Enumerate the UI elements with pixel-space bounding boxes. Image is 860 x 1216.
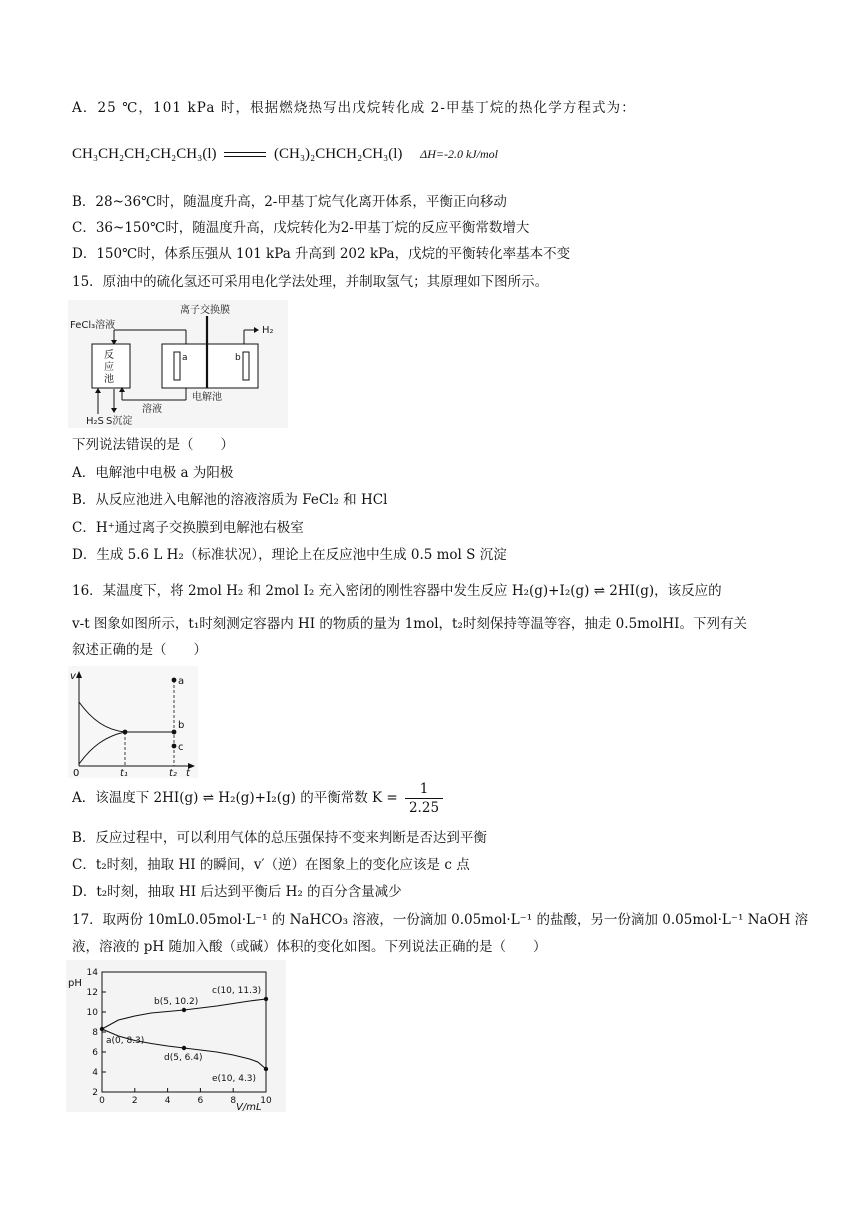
t1-label: t₁ (120, 768, 128, 778)
svg-text:应: 应 (104, 362, 114, 373)
origin-label: 0 (73, 768, 80, 778)
y-tick-label: 6 (92, 1048, 98, 1058)
q16-stem-line3: 叙述正确的是（ ） (72, 642, 207, 658)
cell-label: 电解池 (192, 392, 222, 403)
y-tick-label: 8 (92, 1028, 98, 1038)
svg-text:b: b (235, 353, 241, 363)
x-tick-label: 2 (131, 1096, 138, 1106)
point-c (172, 744, 177, 749)
q15-option-d: D．生成 5.6 L H₂（标准状况），理论上在反应池中生成 0.5 mol S 沉淀 (72, 547, 507, 563)
data-point (182, 1046, 186, 1050)
q17-stem-line2: 液，溶液的 pH 随加入酸（或碱）体积的变化如图。下列说法正确的是（ ） (72, 939, 547, 955)
point-b (172, 730, 177, 735)
q16-option-c: C．t₂时刻，抽取 HI 的瞬间，v′（逆）在图象上的变化应该是 c 点 (72, 857, 470, 873)
fecl3-label: FeCl₃溶液 (70, 320, 116, 331)
electrolysis-diagram (68, 300, 288, 428)
data-point-label: d(5, 6.4) (164, 1053, 203, 1063)
ph-chart (66, 960, 286, 1112)
y-tick-label: 4 (92, 1068, 98, 1078)
q14-equation (72, 144, 498, 164)
data-point-label: e(10, 4.3) (212, 1074, 257, 1084)
x-axis-label: V/mL (236, 1102, 262, 1112)
q15-option-a: A．电解池中电极 a 为阳极 (72, 465, 234, 481)
q14-option-d: D．150℃时，体系压强从 101 kPa 升高到 202 kPa，戊烷的平衡转化率基本不变 (72, 246, 571, 262)
q15-option-c: C．H⁺通过离子交换膜到电解池右极室 (72, 520, 304, 536)
y-tick-label: 14 (86, 968, 98, 978)
electrode-a (174, 352, 180, 380)
q15-option-b: B．从反应池进入电解池的溶液溶质为 FeCl₂ 和 HCl (72, 492, 388, 508)
point-a (172, 678, 177, 683)
q14-option-a: A．25 ℃，101 kPa 时，根据燃烧热写出戊烷转化成 2-甲基丁烷的热化学方程式为： (72, 100, 636, 116)
data-point-label: b(5, 10.2) (154, 997, 199, 1007)
t-axis-label: t (186, 768, 190, 778)
equation-left: CH₃CH₂CH₂CH₂CH₃(l) (72, 146, 217, 162)
y-tick-label: 12 (86, 988, 98, 998)
svg-text:池: 池 (104, 374, 114, 385)
q16-option-d: D．t₂时刻，抽取 HI 后达到平衡后 H₂ 的百分含量减少 (72, 884, 402, 900)
equation-arrow (224, 152, 266, 157)
equilibrium-fraction: $\frac{1}{2.25}$ (405, 780, 443, 817)
svg-text:a: a (182, 353, 188, 363)
h2s-label: H₂S (86, 416, 104, 427)
y-axis-label: pH (68, 978, 82, 989)
q14-option-b: B．28~36℃时，随温度升高，2-甲基丁烷气化离开体系，平衡正向移动 (72, 194, 507, 210)
x-tick-label: 10 (260, 1096, 272, 1106)
equation-enthalpy: ΔH=-2.0 kJ/mol (420, 147, 498, 161)
q16-option-b: B．反应过程中，可以利用气体的总压强保持不变来判断是否达到平衡 (72, 830, 487, 846)
x-tick-label: 6 (197, 1096, 204, 1106)
x-tick-label: 0 (99, 1096, 105, 1106)
q17-stem-line1: 17．取两份 10mL0.05mol·L⁻¹ 的 NaHCO₃ 溶液，一份滴加 0.05mol·L⁻¹ 的盐酸，另一份滴加 0.05mol·L⁻¹ NaOH 溶 (72, 912, 809, 928)
data-point (264, 997, 268, 1001)
s-precipitate-label: S沉淀 (106, 416, 133, 427)
q16-stem-line1: 16．某温度下，将 2mol H₂ 和 2mol I₂ 充入密闭的刚性容器中发生反应 H₂(g)+I₂(g) ⇌ 2HI(g)，该反应的 (72, 583, 722, 599)
t2-label: t₂ (169, 768, 177, 778)
svg-text:a: a (178, 676, 185, 687)
q14-option-c: C．36~150℃时，随温度升高，戊烷转化为2-甲基丁烷的反应平衡常数增大 (72, 220, 530, 236)
electrode-b (243, 352, 249, 380)
q15-stem: 15．原油中的硫化氢还可采用电化学法处理，并制取氢气；其原理如下图所示。 (72, 274, 549, 290)
x-tick-label: 8 (230, 1096, 237, 1106)
membrane-label: 离子交换膜 (180, 305, 230, 316)
svg-text:c: c (178, 742, 184, 753)
x-tick-label: 4 (164, 1096, 171, 1106)
svg-text:b: b (178, 720, 185, 731)
y-tick-label: 2 (92, 1088, 98, 1098)
data-point (100, 1027, 104, 1031)
v-axis-label: v (70, 671, 76, 682)
q15-question: 下列说法错误的是（ ） (72, 437, 234, 453)
vt-graph (68, 666, 198, 778)
h2-label: H₂ (262, 325, 274, 336)
data-point (182, 1008, 186, 1012)
data-point (264, 1067, 268, 1071)
q16-stem-line2: v-t 图象如图所示，t₁时刻测定容器内 HI 的物质的量为 1mol，t₂时刻保持等温等容，抽走 0.5molHI。下列有关 (72, 616, 748, 632)
y-tick-label: 10 (86, 1008, 98, 1018)
data-point-label: c(10, 11.3) (212, 986, 262, 996)
data-point-label: a(0, 8.3) (106, 1036, 145, 1046)
svg-text:反: 反 (104, 350, 114, 361)
q16-option-a: A．该温度下 2HI(g) ⇌ H₂(g)+I₂(g) 的平衡常数 K = $\frac{1}{2.25}$ (72, 780, 443, 817)
solution-label: 溶液 (142, 404, 162, 415)
equation-right: (CH₃)₂CHCH₂CH₃(l) (274, 146, 403, 162)
